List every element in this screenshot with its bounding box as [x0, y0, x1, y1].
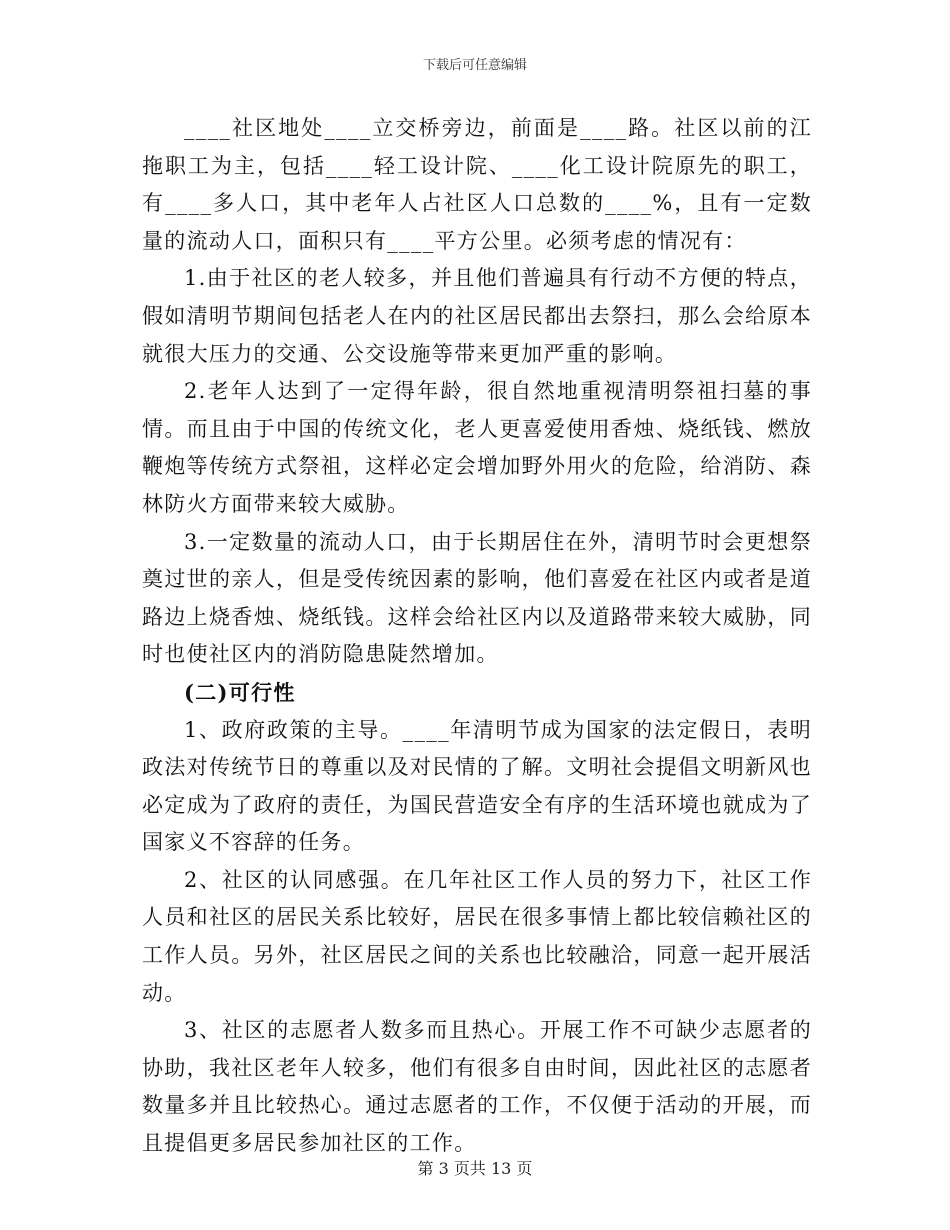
page-header: 下载后可任意编辑 [422, 58, 527, 73]
list-item-2: 2.老年人达到了一定得年龄，很自然地重视清明祭祖扫墓的事情。而且由于中国的传统文化，老人更喜爱使用香烛、烧纸钱、燃放鞭炮等传统方式祭祖，这样必定会增加野外用火的危险，给消防、森林防火方面带来较大威胁。 [142, 379, 812, 516]
feasibility-item-2: 2、社区的认同感强。在几年社区工作人员的努力下，社区工作人员和社区的居民关系比较好，居民在很多事情上都比较信赖社区的工作人员。另外，社区居民之间的关系也比较融洽，同意一起开展活动。 [142, 867, 812, 1005]
feasibility-item-1: 1、政府政策的主导。____年清明节成为国家的法定假日，表明政法对传统节日的尊重以及对民情的了解。文明社会提倡文明新风也必定成为了政府的责任，为国民营造安全有序的生活环境也就成为了国家义不容辞的任务。 [142, 717, 812, 855]
document-body [142, 110, 812, 1163]
page-number: 第 3 页共 13 页 [417, 1159, 533, 1178]
intro-paragraph: ____社区地处____立交桥旁边，前面是____路。社区以前的江拖职工为主，包括____轻工设计院、____化工设计院原先的职工，有____多人口，其中老年人占社区人口总数的____%，且有一定数量的流动人口，面积只有____平方公里。必须考虑的情况有： [142, 116, 812, 253]
section-heading-feasibility: (二)可行性 [184, 679, 296, 705]
feasibility-item-3: 3、社区的志愿者人数多而且热心。开展工作不可缺少志愿者的协助，我社区老年人较多，他们有很多自由时间，因此社区的志愿者数量多并且比较热心。通过志愿者的工作，不仅便于活动的开展，而且提倡更多居民参加社区的工作。 [142, 1018, 812, 1156]
list-item-1: 1.由于社区的老人较多，并且他们普遍具有行动不方便的特点，假如清明节期间包括老人在内的社区居民都出去祭扫，那么会给原本就很大压力的交通、公交设施等带来更加严重的影响。 [142, 266, 812, 366]
list-item-3: 3.一定数量的流动人口，由于长期居住在外，清明节时会更想祭奠过世的亲人，但是受传统因素的影响，他们喜爱在社区内或者是道路边上烧香烛、烧纸钱。这样会给社区内以及道路带来较大威胁，同时也使社区内的消防隐患陡然增加。 [142, 529, 812, 667]
